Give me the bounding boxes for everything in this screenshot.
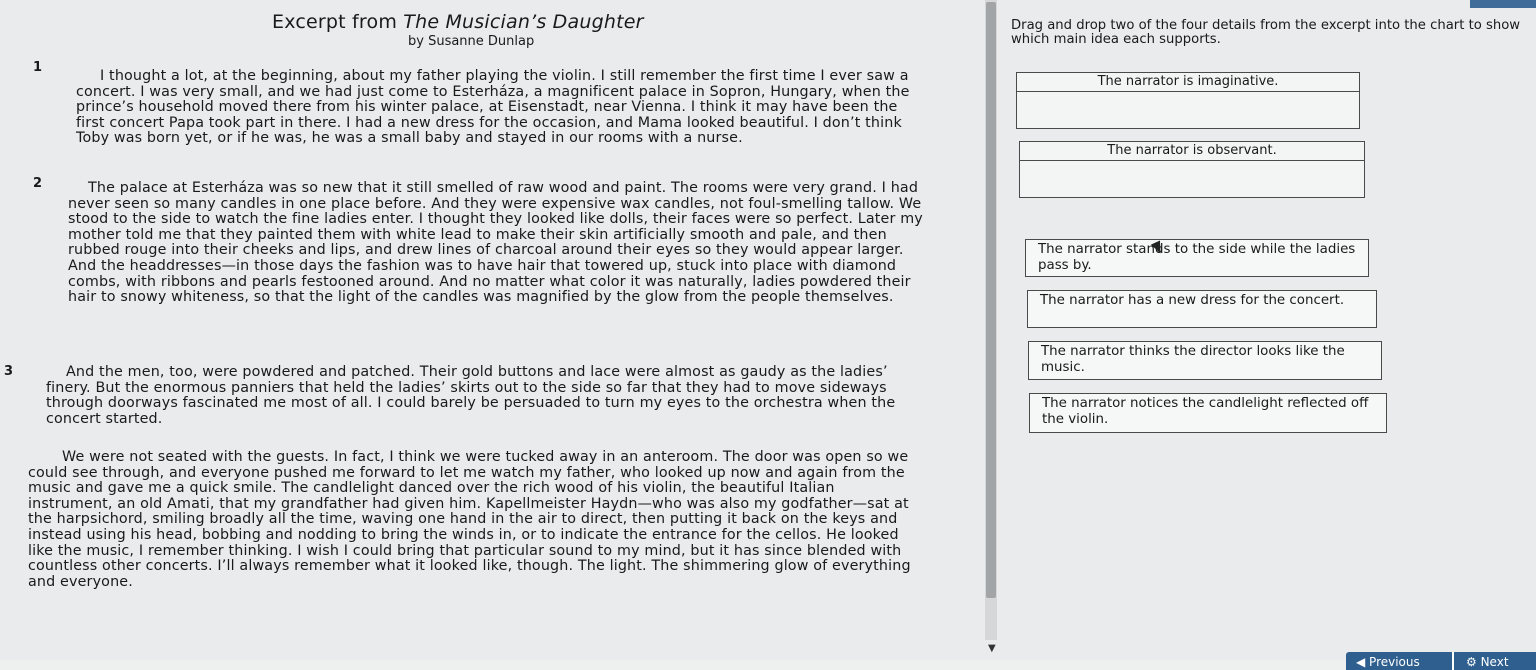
passage-title: Excerpt from The Musician’s Daughter (272, 11, 644, 33)
paragraph-number-1: 1 (33, 60, 43, 75)
target-box-observant (1019, 141, 1365, 198)
passage-title-work: The Musician’s Daughter (403, 11, 644, 33)
drop-zone-imaginative[interactable] (1017, 92, 1359, 128)
navigation-divider (1452, 652, 1454, 670)
passage-scrollbar-thumb[interactable] (986, 2, 996, 598)
paragraph-number-3: 3 (4, 364, 14, 379)
answer-choice-4[interactable]: The narrator notices the candlelight reflected off the violin. (1029, 393, 1387, 433)
target-heading-observant: The narrator is observant. (1020, 142, 1364, 161)
paragraph-1: I thought a lot, at the beginning, about my father playing the violin. I still remember the first time I ever saw a concert. I was very small, and we had just come to Esterháza, a magnificent palace in Sopron, Hungary, when the prince’s household moved there from his winter palace, at Eisenstadt, near Vienna. I think it may have been the first concert Papa took part in there. I had a new dress for the occasion, and Mama looked beautiful. I don’t think Toby was born yet, or if he was, he was a small baby and stayed in our rooms with a nurse. (76, 68, 910, 147)
answer-choice-3[interactable]: The narrator thinks the director looks like the music. (1028, 341, 1382, 380)
paragraph-number-2: 2 (33, 176, 43, 191)
next-button[interactable]: ⚙ Next (1466, 655, 1509, 669)
previous-button[interactable]: ◀ Previous (1356, 655, 1420, 669)
paragraph-3: And the men, too, were powdered and patched. Their gold buttons and lace were almost as gaudy as the ladies’ finery. But the enormous panniers that held the ladies’ skirts out to the side so far that they had to move sideways through doorways fascinated me most of all. I could barely be persuaded to turn my eyes to the orchestra when the concert started. (46, 364, 896, 427)
paragraph-4: We were not seated with the guests. In fact, I think we were tucked away in an anteroom. The door was open so we could see through, and everyone pushed me forward to let me watch my father, who looked up now and again from the music and gave me a quick smile. The candlelight danced over the rich wood of his violin, the beautiful Italian instrument, an old Amati, that my grandfather had given him. Kapellmeister Haydn—who was also my godfather—sat at the harpsichord, smiling broadly all the time, waving one hand in the air to direct, then putting it back on the keys and instead using his head, bobbing and nodding to bring the winds in, or to indicate the entrance for the cellos. He looked like the music, I remember thinking. I wish I could bring that particular sound to my mind, but it has since blended with countless other concerts. I’ll always remember what it looked like, though. The light. The shimmering glow of everything and everyone. (28, 449, 911, 590)
target-heading-imaginative: The narrator is imaginative. (1017, 73, 1359, 92)
drop-zone-observant[interactable] (1020, 161, 1364, 197)
target-box-imaginative (1016, 72, 1360, 129)
paragraph-2: The palace at Esterháza was so new that it still smelled of raw wood and paint. The rooms were very grand. I had never seen so many candles in one place before. And they were expensive wax candles, not foul-smelling tallow. We stood to the side to watch the fine ladies enter. I thought they looked like dolls, their faces were so perfect. Later my mother told me that they painted them with white lead to make their skin artificially smooth and pale, and then rubbed rouge into their cheeks and lips, and drew lines of charcoal around their eyes so they would appear larger. And the headdresses—in those days the fashion was to have hair that towered up, stuck into place with diamond combs, with ribbons and pearls festooned around. And no matter what color it was naturally, ladies powdered their hair to snowy whiteness, so that the light of the candles was magnified by the glow from the people themselves. (68, 180, 923, 306)
top-toolbar-strip (1470, 0, 1536, 8)
passage-byline: by Susanne Dunlap (408, 34, 535, 49)
answer-choice-2[interactable]: The narrator has a new dress for the concert. (1027, 290, 1377, 328)
question-instructions: Drag and drop two of the four details from the excerpt into the chart to show which main idea each supports. (1011, 18, 1521, 47)
scroll-down-arrow-icon[interactable]: ▼ (988, 643, 996, 654)
bottom-strip (0, 660, 1536, 670)
answer-choice-1[interactable]: The narrator stands to the side while the ladies pass by. (1025, 239, 1369, 277)
